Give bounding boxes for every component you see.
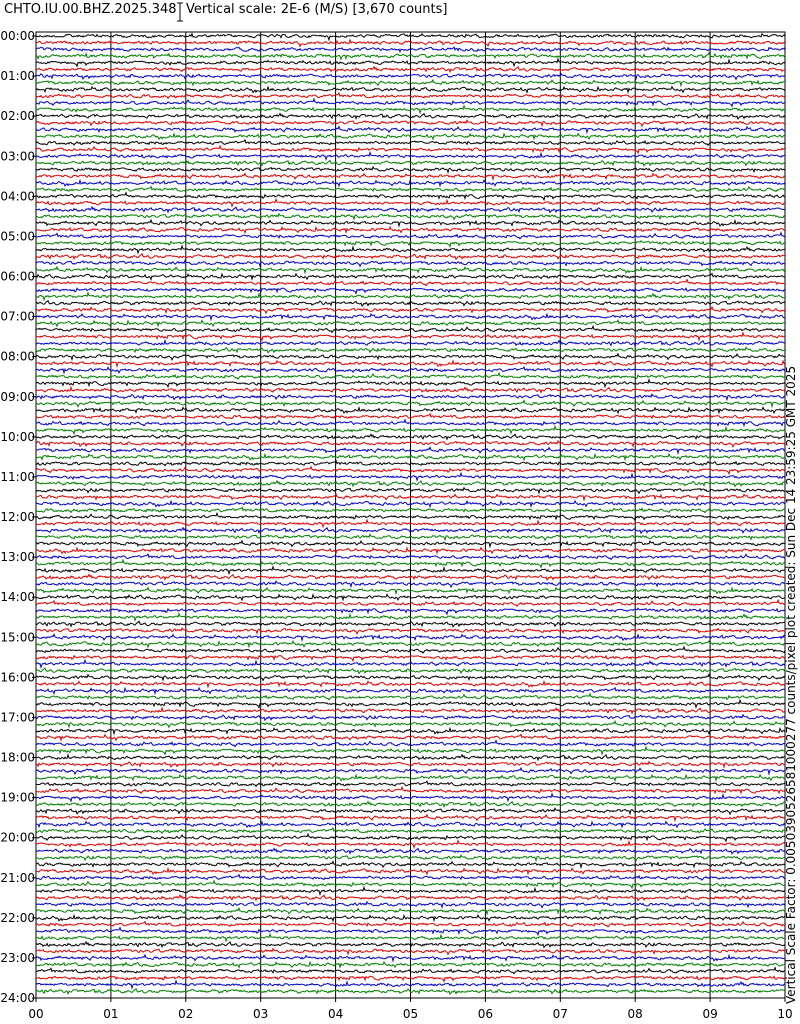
- x-tick-label-07: 07: [552, 1007, 568, 1021]
- y-tick-label-04-00: 04:00: [0, 189, 35, 204]
- x-tick-label-10: 10: [777, 1007, 793, 1021]
- y-tick-label-07-00: 07:00: [0, 309, 35, 324]
- x-tick-label-06: 06: [477, 1007, 494, 1021]
- vertical-scale-factor-note: Vertical Scale Factor: 0.0050390526581000277 counts/pixel plot created: Sun Dec 14 23:59:25 GMT 2025: [784, 365, 798, 1004]
- y-tick-label-18-00: 18:00: [0, 750, 35, 765]
- vertical-scale-label: Vertical scale: 2E-6 (M/S) [3,670 counts]: [186, 2, 448, 17]
- y-tick-label-02-00: 02:00: [0, 109, 35, 124]
- x-tick-label-09: 09: [702, 1007, 718, 1021]
- y-tick-label-21-00: 21:00: [0, 870, 35, 885]
- y-tick-label-23-00: 23:00: [0, 950, 35, 965]
- x-tick-label-03: 03: [253, 1007, 269, 1021]
- x-tick-label-00: 00: [28, 1007, 44, 1021]
- y-tick-label-22-00: 22:00: [0, 910, 35, 925]
- x-tick-label-01: 01: [103, 1007, 119, 1021]
- x-tick-label-02: 02: [178, 1007, 194, 1021]
- y-tick-label-10-00: 10:00: [0, 429, 35, 444]
- y-tick-label-16-00: 16:00: [0, 670, 35, 685]
- y-tick-label-08-00: 08:00: [0, 349, 35, 364]
- y-tick-label-01-00: 01:00: [0, 69, 35, 84]
- y-tick-label-14-00: 14:00: [0, 590, 35, 605]
- y-tick-label-11-00: 11:00: [0, 469, 35, 484]
- y-tick-label-20-00: 20:00: [0, 830, 35, 845]
- y-tick-label-05-00: 05:00: [0, 229, 35, 244]
- y-tick-label-09-00: 09:00: [0, 389, 35, 404]
- y-tick-label-00-00: 00:00: [0, 29, 35, 43]
- x-tick-label-08: 08: [627, 1007, 643, 1021]
- y-tick-label-03-00: 03:00: [0, 149, 35, 164]
- y-tick-label-19-00: 19:00: [0, 790, 35, 805]
- y-tick-label-24-00: 24:00: [0, 991, 35, 1005]
- y-tick-label-15-00: 15:00: [0, 630, 35, 645]
- y-tick-label-12-00: 12:00: [0, 510, 35, 524]
- y-tick-label-13-00: 13:00: [0, 550, 35, 565]
- x-tick-label-04: 04: [327, 1007, 344, 1021]
- station-label: CHTO.IU.00.BHZ.2025.348: [4, 2, 177, 17]
- y-tick-label-06-00: 06:00: [0, 269, 35, 284]
- y-tick-label-17-00: 17:00: [0, 710, 35, 725]
- x-tick-label-05: 05: [402, 1007, 419, 1021]
